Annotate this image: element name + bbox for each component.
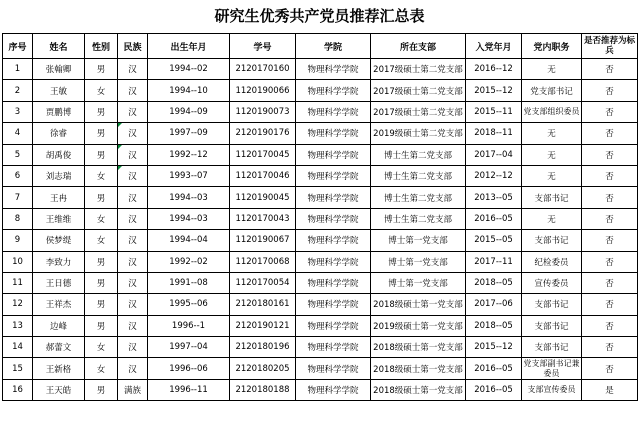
table-cell[interactable]: 否 (582, 80, 638, 101)
table-cell[interactable]: 支部宣传委员 (522, 379, 582, 400)
table-cell[interactable]: 8 (3, 208, 33, 229)
table-cell[interactable]: 2013--05 (466, 187, 522, 208)
table-cell[interactable]: 男 (85, 187, 118, 208)
table-cell[interactable]: 2017--06 (466, 294, 522, 315)
table-cell[interactable]: 1120190067 (230, 230, 296, 251)
table-cell[interactable]: 1 (3, 59, 33, 80)
table-cell[interactable]: 郝蕾文 (33, 337, 85, 358)
table-cell[interactable]: 2015--12 (466, 80, 522, 101)
table-cell[interactable]: 女 (85, 165, 118, 186)
table-body (3, 59, 638, 401)
table-cell[interactable]: 支部书记 (522, 315, 582, 336)
header-row (3, 34, 638, 59)
table-cell[interactable]: 胡禹俊 (33, 144, 85, 165)
table-cell[interactable]: 否 (582, 187, 638, 208)
column-header[interactable]: 出生年月 (148, 34, 230, 59)
table-cell[interactable]: 汉 (118, 315, 148, 336)
table-cell[interactable]: 否 (582, 230, 638, 251)
table-row (3, 272, 638, 293)
table-cell[interactable]: 否 (582, 123, 638, 144)
table-cell[interactable]: 男 (85, 144, 118, 165)
table-cell[interactable]: 纪检委员 (522, 251, 582, 272)
table-cell[interactable]: 物理科学学院 (296, 101, 371, 122)
table-cell[interactable]: 李致力 (33, 251, 85, 272)
table-cell[interactable]: 男 (85, 251, 118, 272)
table-row (3, 251, 638, 272)
table-cell[interactable]: 否 (582, 358, 638, 379)
table-cell[interactable]: 博士生第二党支部 (371, 144, 466, 165)
table-row (3, 123, 638, 144)
table-cell[interactable]: 物理科学学院 (296, 315, 371, 336)
table-row (3, 208, 638, 229)
table-cell[interactable]: 汉 (118, 358, 148, 379)
table-cell[interactable]: 博士第一党支部 (371, 251, 466, 272)
table-cell[interactable]: 1994--03 (148, 208, 230, 229)
table-cell[interactable]: 贾鹏博 (33, 101, 85, 122)
table-row (3, 144, 638, 165)
table-cell[interactable]: 2120180161 (230, 294, 296, 315)
column-header[interactable]: 是否推荐为标兵 (582, 34, 638, 59)
table-cell[interactable]: 2 (3, 80, 33, 101)
table-row (3, 165, 638, 186)
table-cell[interactable]: 1992--12 (148, 144, 230, 165)
table-cell[interactable]: 男 (85, 379, 118, 400)
table-row (3, 230, 638, 251)
table-cell[interactable]: 博士第一党支部 (371, 230, 466, 251)
table-cell[interactable]: 2018--11 (466, 123, 522, 144)
table-row (3, 294, 638, 315)
table-cell[interactable]: 2018级硕士第一党支部 (371, 294, 466, 315)
table-cell[interactable]: 无 (522, 208, 582, 229)
table-cell[interactable]: 2019级硕士第二党支部 (371, 123, 466, 144)
table-cell[interactable]: 否 (582, 294, 638, 315)
table-cell[interactable]: 2016--05 (466, 208, 522, 229)
table-cell[interactable]: 博士生第二党支部 (371, 165, 466, 186)
table-cell[interactable]: 否 (582, 272, 638, 293)
table-cell[interactable]: 2016--05 (466, 358, 522, 379)
table-cell[interactable]: 男 (85, 59, 118, 80)
table-cell[interactable]: 9 (3, 230, 33, 251)
table-cell[interactable]: 支部书记 (522, 337, 582, 358)
table-cell[interactable]: 2120190121 (230, 315, 296, 336)
table-cell[interactable]: 2019级硕士第一党支部 (371, 315, 466, 336)
table-row (3, 59, 638, 80)
table-row (3, 101, 638, 122)
table-cell[interactable]: 1994--04 (148, 230, 230, 251)
table-cell[interactable]: 否 (582, 101, 638, 122)
table-cell[interactable]: 党支部组织委员 (522, 101, 582, 122)
summary-table (2, 33, 638, 401)
table-cell[interactable]: 1995--06 (148, 294, 230, 315)
table-cell[interactable]: 王冉 (33, 187, 85, 208)
column-header[interactable]: 性别 (85, 34, 118, 59)
table-cell[interactable]: 物理科学学院 (296, 337, 371, 358)
table-cell[interactable]: 男 (85, 315, 118, 336)
page-title: 研究生优秀共产党员推荐汇总表 (214, 7, 425, 25)
table-cell[interactable]: 1120190045 (230, 187, 296, 208)
table-cell[interactable]: 男 (85, 272, 118, 293)
table-cell[interactable]: 1120170054 (230, 272, 296, 293)
table-cell[interactable]: 否 (582, 251, 638, 272)
table-cell[interactable]: 王维维 (33, 208, 85, 229)
table-cell[interactable]: 物理科学学院 (296, 230, 371, 251)
table-cell[interactable]: 支部书记 (522, 187, 582, 208)
table-cell[interactable]: 徐睿 (33, 123, 85, 144)
table-cell[interactable]: 14 (3, 337, 33, 358)
table-cell[interactable]: 1994--02 (148, 59, 230, 80)
column-header[interactable]: 所在支部 (371, 34, 466, 59)
table-cell[interactable]: 2017级硕士第二党支部 (371, 101, 466, 122)
table-cell[interactable]: 汉 (118, 230, 148, 251)
table-cell[interactable]: 否 (582, 144, 638, 165)
table-cell[interactable]: 10 (3, 251, 33, 272)
column-header[interactable]: 入党年月 (466, 34, 522, 59)
table-cell[interactable]: 侯梦缇 (33, 230, 85, 251)
table-row (3, 187, 638, 208)
table-cell[interactable]: 15 (3, 358, 33, 379)
table-cell[interactable]: 王敏 (33, 80, 85, 101)
table-cell[interactable]: 女 (85, 358, 118, 379)
table-cell[interactable]: 2018--05 (466, 272, 522, 293)
table-cell[interactable]: 王日德 (33, 272, 85, 293)
table-cell[interactable]: 2012--12 (466, 165, 522, 186)
table-cell[interactable]: 汉 (118, 101, 148, 122)
table-cell[interactable]: 王祥杰 (33, 294, 85, 315)
table-cell[interactable]: 物理科学学院 (296, 251, 371, 272)
table-cell[interactable]: 否 (582, 208, 638, 229)
table-cell[interactable]: 否 (582, 59, 638, 80)
table-cell[interactable]: 博士生第二党支部 (371, 187, 466, 208)
table-cell[interactable]: 1994--03 (148, 187, 230, 208)
column-header[interactable]: 民族 (118, 34, 148, 59)
table-cell[interactable]: 2016--12 (466, 59, 522, 80)
table-cell[interactable]: 6 (3, 165, 33, 186)
table-cell[interactable]: 博士第一党支部 (371, 272, 466, 293)
table-cell[interactable]: 2015--11 (466, 101, 522, 122)
column-header[interactable]: 党内职务 (522, 34, 582, 59)
table-cell[interactable]: 物理科学学院 (296, 208, 371, 229)
table-row (3, 337, 638, 358)
table-cell[interactable]: 张翰卿 (33, 59, 85, 80)
table-cell[interactable]: 汉 (118, 208, 148, 229)
table-cell[interactable]: 汉 (118, 272, 148, 293)
table-cell[interactable]: 汉 (118, 251, 148, 272)
table-cell[interactable]: 是 (582, 379, 638, 400)
table-cell[interactable]: 汉 (118, 187, 148, 208)
table-cell[interactable]: 1993--07 (148, 165, 230, 186)
table-cell[interactable]: 物理科学学院 (296, 144, 371, 165)
table-cell[interactable]: 1120170045 (230, 144, 296, 165)
table-cell[interactable]: 1120170068 (230, 251, 296, 272)
table-cell[interactable]: 物理科学学院 (296, 294, 371, 315)
table-cell[interactable]: 1120170043 (230, 208, 296, 229)
table-row (3, 315, 638, 336)
table-cell[interactable]: 女 (85, 208, 118, 229)
table-cell[interactable]: 3 (3, 101, 33, 122)
table-cell[interactable]: 2120180196 (230, 337, 296, 358)
table-cell[interactable]: 汉 (118, 59, 148, 80)
table-cell[interactable]: 1120170046 (230, 165, 296, 186)
table-cell[interactable]: 汉 (118, 294, 148, 315)
table-cell[interactable]: 物理科学学院 (296, 358, 371, 379)
table-cell[interactable]: 11 (3, 272, 33, 293)
table-row (3, 80, 638, 101)
table-cell[interactable]: 无 (522, 144, 582, 165)
table-cell[interactable]: 否 (582, 315, 638, 336)
table-cell[interactable]: 16 (3, 379, 33, 400)
table-cell[interactable]: 博士生第二党支部 (371, 208, 466, 229)
table-cell[interactable]: 2120190176 (230, 123, 296, 144)
table-cell[interactable]: 否 (582, 165, 638, 186)
table-cell[interactable]: 女 (85, 230, 118, 251)
table-cell[interactable]: 1996--11 (148, 379, 230, 400)
table-cell[interactable]: 2015--12 (466, 337, 522, 358)
table-cell[interactable]: 男 (85, 294, 118, 315)
table-cell[interactable]: 1996--1 (148, 315, 230, 336)
column-header[interactable]: 学号 (230, 34, 296, 59)
table-cell[interactable]: 13 (3, 315, 33, 336)
table-cell[interactable]: 否 (582, 337, 638, 358)
table-cell[interactable]: 物理科学学院 (296, 379, 371, 400)
table-row (3, 358, 638, 379)
table-cell[interactable]: 男 (85, 101, 118, 122)
table-cell[interactable]: 2015--05 (466, 230, 522, 251)
table-cell[interactable]: 2018--05 (466, 315, 522, 336)
table-cell[interactable]: 女 (85, 337, 118, 358)
table-cell[interactable]: 物理科学学院 (296, 272, 371, 293)
table-cell[interactable]: 汉 (118, 123, 148, 144)
table-cell[interactable]: 2120170160 (230, 59, 296, 80)
table-cell[interactable]: 1994--09 (148, 101, 230, 122)
table-cell[interactable]: 1991--08 (148, 272, 230, 293)
table-cell[interactable]: 12 (3, 294, 33, 315)
table-cell[interactable]: 边峰 (33, 315, 85, 336)
table-cell[interactable]: 物理科学学院 (296, 59, 371, 80)
table-cell[interactable]: 5 (3, 144, 33, 165)
table-cell[interactable]: 1994--10 (148, 80, 230, 101)
table-cell[interactable]: 刘志瑞 (33, 165, 85, 186)
table-cell[interactable]: 汉 (118, 337, 148, 358)
table-cell[interactable]: 2120180205 (230, 358, 296, 379)
table-cell[interactable]: 2017--11 (466, 251, 522, 272)
table-cell[interactable]: 无 (522, 165, 582, 186)
table-cell[interactable]: 1997--09 (148, 123, 230, 144)
table-cell[interactable]: 物理科学学院 (296, 80, 371, 101)
table-cell[interactable]: 2017级硕士第二党支部 (371, 80, 466, 101)
table-cell[interactable]: 支部书记 (522, 294, 582, 315)
column-header[interactable]: 姓名 (33, 34, 85, 59)
table-cell[interactable]: 党支部副书记兼委员 (523, 358, 580, 378)
table-cell[interactable]: 无 (522, 59, 582, 80)
table-cell[interactable]: 2018级硕士第一党支部 (371, 358, 466, 379)
table-cell[interactable]: 男 (85, 123, 118, 144)
column-header[interactable]: 序号 (3, 34, 33, 59)
table-cell[interactable]: 2017--04 (466, 144, 522, 165)
table-cell[interactable]: 1992--02 (148, 251, 230, 272)
table-cell[interactable]: 汉 (118, 165, 148, 186)
table-cell[interactable]: 1120190066 (230, 80, 296, 101)
table-cell[interactable]: 无 (522, 123, 582, 144)
table-cell[interactable]: 1997--04 (148, 337, 230, 358)
table-cell[interactable]: 女 (85, 80, 118, 101)
table-cell[interactable]: 宣传委员 (522, 272, 582, 293)
table-cell[interactable]: 物理科学学院 (296, 165, 371, 186)
table-cell[interactable]: 2017级硕士第二党支部 (371, 59, 466, 80)
table-cell[interactable]: 2018级硕士第一党支部 (371, 379, 466, 400)
table-cell[interactable]: 支部书记 (522, 230, 582, 251)
table-cell[interactable]: 王新格 (33, 358, 85, 379)
table-cell[interactable]: 7 (3, 187, 33, 208)
table-cell[interactable]: 物理科学学院 (296, 187, 371, 208)
table-cell[interactable]: 2016--05 (466, 379, 522, 400)
table-row (3, 379, 638, 400)
table-cell[interactable]: 物理科学学院 (296, 123, 371, 144)
table-cell[interactable]: 2120180188 (230, 379, 296, 400)
table-cell[interactable]: 汉 (118, 144, 148, 165)
table-cell[interactable]: 1120190073 (230, 101, 296, 122)
table-cell[interactable]: 王天皓 (33, 379, 85, 400)
table-cell[interactable]: 4 (3, 123, 33, 144)
column-header[interactable]: 学院 (296, 34, 371, 59)
table-cell[interactable]: 1996--06 (148, 358, 230, 379)
table-cell[interactable]: 满族 (118, 379, 148, 400)
table-cell[interactable]: 汉 (118, 80, 148, 101)
table-cell[interactable]: 党支部书记 (522, 80, 582, 101)
table-cell[interactable]: 2018级硕士第一党支部 (371, 337, 466, 358)
